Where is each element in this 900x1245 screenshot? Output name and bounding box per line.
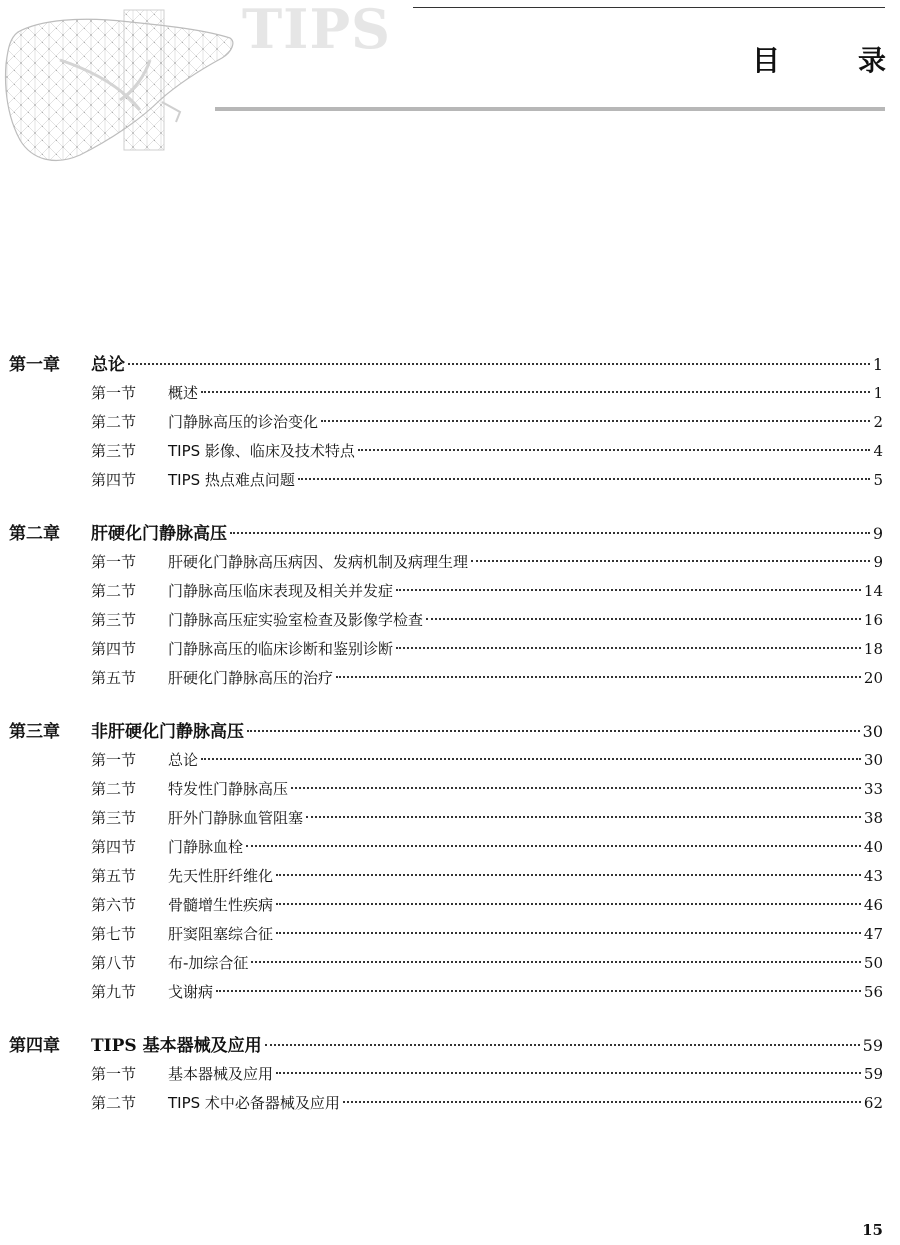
chapter-number: 第一章 — [9, 355, 60, 375]
toc-section-row[interactable] — [0, 1089, 900, 1118]
section-title: 肝外门静脉血管阻塞 — [168, 809, 304, 827]
dot-leader — [201, 391, 870, 393]
section-title: 门静脉高压症实验室检查及影像学检查 — [168, 611, 424, 629]
dot-leader — [358, 449, 871, 451]
toc-chapter-row[interactable] — [0, 350, 900, 379]
section-page-number: 18 — [863, 640, 883, 658]
section-number: 第二节 — [91, 413, 137, 431]
chapter-title: 非肝硬化门静脉高压 — [91, 722, 244, 742]
section-page-number: 59 — [863, 1065, 883, 1083]
section-number: 第一节 — [91, 553, 137, 571]
section-title: TIPS 热点难点问题 — [168, 471, 295, 489]
dot-leader — [426, 618, 861, 620]
toc-section-row[interactable] — [0, 978, 900, 1007]
toc-chapter-row[interactable] — [0, 717, 900, 746]
page-title-char: 录 — [857, 44, 886, 77]
toc-section-row[interactable] — [0, 606, 900, 635]
section-title: 基本器械及应用 — [168, 1065, 274, 1083]
section-number: 第八节 — [91, 954, 137, 972]
section-page-number: 9 — [873, 553, 883, 571]
dot-leader — [265, 1044, 860, 1046]
toc-section-row[interactable] — [0, 891, 900, 920]
section-page-number: 38 — [863, 809, 883, 827]
toc-section-row[interactable] — [0, 379, 900, 408]
section-title: 戈谢病 — [168, 983, 214, 1001]
dot-leader — [276, 932, 861, 934]
toc-chapter — [0, 717, 900, 1007]
dot-leader — [230, 532, 870, 534]
dot-leader — [471, 560, 870, 562]
dot-leader — [291, 787, 861, 789]
section-page-number: 4 — [873, 442, 883, 460]
section-number: 第九节 — [91, 983, 137, 1001]
toc-section-row[interactable] — [0, 466, 900, 495]
dot-leader — [321, 420, 870, 422]
section-title: 门静脉高压临床表现及相关并发症 — [168, 582, 394, 600]
dot-leader — [298, 478, 871, 480]
chapter-title: 肝硬化门静脉高压 — [91, 524, 227, 544]
chapter-page-number: 59 — [862, 1036, 883, 1055]
table-of-contents — [0, 350, 900, 1142]
section-page-number: 33 — [863, 780, 883, 798]
section-number: 第三节 — [91, 442, 137, 460]
section-number: 第二节 — [91, 780, 137, 798]
section-page-number: 40 — [863, 838, 883, 856]
header-rule-top — [413, 7, 885, 8]
toc-section-row[interactable] — [0, 635, 900, 664]
page-title-char: 目 — [752, 44, 781, 77]
page-number: 15 — [862, 1221, 883, 1239]
page-header — [0, 0, 900, 175]
dot-leader — [276, 874, 861, 876]
toc-section-row[interactable] — [0, 862, 900, 891]
section-number: 第一节 — [91, 384, 137, 402]
chapter-page-number: 9 — [872, 524, 883, 543]
section-number: 第五节 — [91, 867, 137, 885]
section-title: 概述 — [168, 384, 199, 402]
section-page-number: 20 — [863, 669, 883, 687]
section-title: 总论 — [168, 751, 199, 769]
toc-chapter — [0, 1031, 900, 1118]
header-rule-bottom — [215, 107, 885, 111]
section-number: 第五节 — [91, 669, 137, 687]
section-number: 第一节 — [91, 1065, 137, 1083]
liver-icon — [0, 0, 240, 172]
chapter-page-number: 30 — [862, 722, 883, 741]
dot-leader — [247, 730, 860, 732]
dot-leader — [201, 758, 861, 760]
section-page-number: 56 — [863, 983, 883, 1001]
section-number: 第四节 — [91, 640, 137, 658]
dot-leader — [306, 816, 861, 818]
section-number: 第二节 — [91, 1094, 137, 1112]
section-page-number: 50 — [863, 954, 883, 972]
section-title: 特发性门静脉高压 — [168, 780, 289, 798]
section-number: 第七节 — [91, 925, 137, 943]
dot-leader — [396, 647, 861, 649]
toc-section-row[interactable] — [0, 775, 900, 804]
toc-section-row[interactable] — [0, 437, 900, 466]
chapter-title: 总论 — [91, 355, 125, 375]
dot-leader — [276, 903, 861, 905]
section-title: TIPS 术中必备器械及应用 — [168, 1094, 340, 1112]
section-title: 肝窦阻塞综合征 — [168, 925, 274, 943]
dot-leader — [396, 589, 861, 591]
toc-chapter — [0, 519, 900, 693]
tips-watermark: TIPS — [242, 0, 392, 61]
section-title: 先天性肝纤维化 — [168, 867, 274, 885]
section-title: TIPS 影像、临床及技术特点 — [168, 442, 355, 460]
section-number: 第一节 — [91, 751, 137, 769]
toc-section-row[interactable] — [0, 548, 900, 577]
section-page-number: 47 — [863, 925, 883, 943]
section-title: 肝硬化门静脉高压的治疗 — [168, 669, 334, 687]
section-page-number: 62 — [863, 1094, 883, 1112]
section-number: 第四节 — [91, 471, 137, 489]
section-page-number: 16 — [863, 611, 883, 629]
section-number: 第三节 — [91, 611, 137, 629]
chapter-number: 第四章 — [9, 1036, 60, 1056]
toc-section-row[interactable] — [0, 920, 900, 949]
chapter-number: 第三章 — [9, 722, 60, 742]
dot-leader — [336, 676, 861, 678]
toc-section-row[interactable] — [0, 804, 900, 833]
dot-leader — [251, 961, 860, 963]
toc-section-row[interactable] — [0, 577, 900, 606]
toc-section-row[interactable] — [0, 1060, 900, 1089]
dot-leader — [343, 1101, 861, 1103]
section-page-number: 5 — [873, 471, 883, 489]
dot-leader — [276, 1072, 861, 1074]
section-page-number: 30 — [863, 751, 883, 769]
section-page-number: 2 — [873, 413, 883, 431]
toc-chapter-row[interactable] — [0, 1031, 900, 1060]
section-number: 第二节 — [91, 582, 137, 600]
section-number: 第四节 — [91, 838, 137, 856]
section-page-number: 46 — [863, 896, 883, 914]
section-title: 肝硬化门静脉高压病因、发病机制及病理生理 — [168, 553, 469, 571]
toc-chapter-row[interactable] — [0, 519, 900, 548]
toc-section-row[interactable] — [0, 949, 900, 978]
section-title: 门静脉血栓 — [168, 838, 244, 856]
dot-leader — [216, 990, 861, 992]
dot-leader — [246, 845, 861, 847]
toc-section-row[interactable] — [0, 746, 900, 775]
section-page-number: 1 — [873, 384, 883, 402]
section-page-number: 14 — [863, 582, 883, 600]
section-title: 骨髓增生性疾病 — [168, 896, 274, 914]
chapter-title: TIPS 基本器械及应用 — [91, 1036, 262, 1056]
toc-section-row[interactable] — [0, 408, 900, 437]
section-title: 布-加综合征 — [168, 954, 249, 972]
section-page-number: 43 — [863, 867, 883, 885]
toc-section-row[interactable] — [0, 833, 900, 862]
chapter-number: 第二章 — [9, 524, 60, 544]
section-title: 门静脉高压的诊治变化 — [168, 413, 319, 431]
section-number: 第六节 — [91, 896, 137, 914]
page-title — [752, 44, 886, 78]
toc-chapter — [0, 350, 900, 495]
section-number: 第三节 — [91, 809, 137, 827]
chapter-page-number: 1 — [872, 355, 883, 374]
section-title: 门静脉高压的临床诊断和鉴别诊断 — [168, 640, 394, 658]
dot-leader — [128, 363, 870, 365]
toc-section-row[interactable] — [0, 664, 900, 693]
